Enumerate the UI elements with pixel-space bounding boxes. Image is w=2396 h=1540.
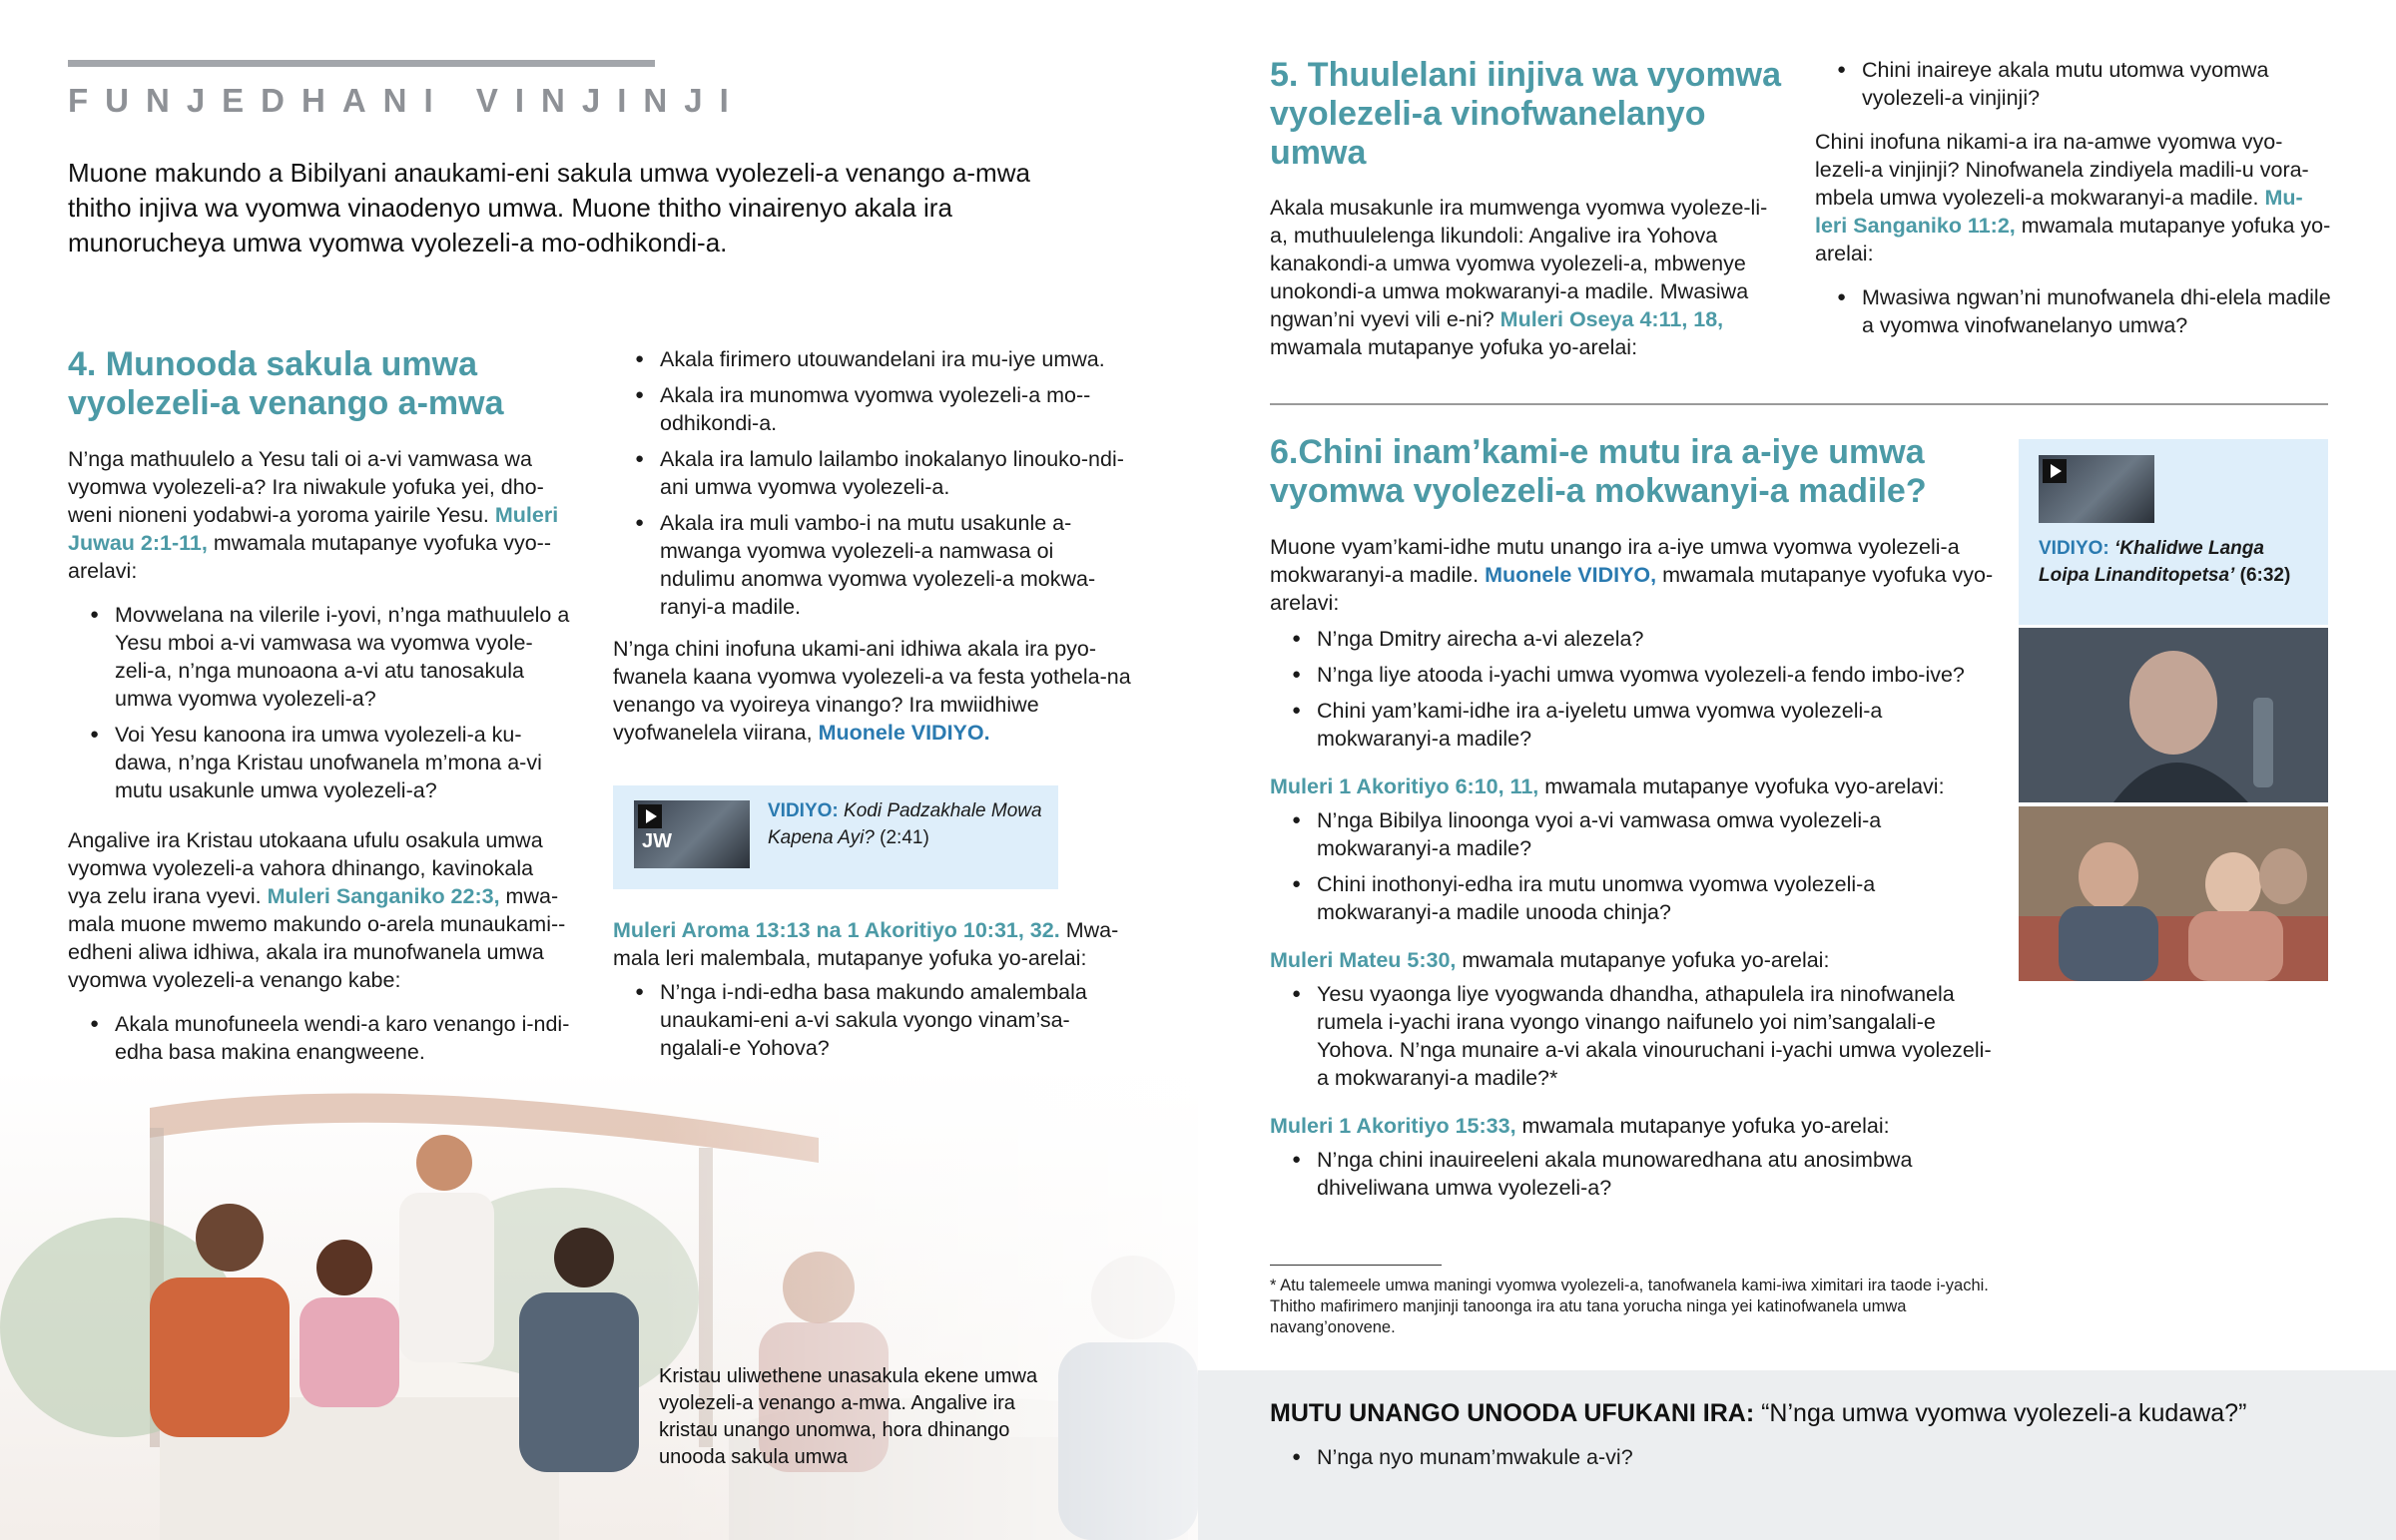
scripture-link-1-akoritiyo-15[interactable]: Muleri 1 Akoritiyo 15:33, <box>1270 1114 1516 1138</box>
section-4-right-column-lower <box>613 916 1132 1076</box>
list-item: ● Chini inothonyi-edha ira mutu unomwa vyomwa vyolezeli-a mokwaranyi-a madile unooda chinja? <box>1270 870 1999 926</box>
section-5-questions-1 <box>1815 56 2334 112</box>
video-title: Kodi Padzakhale Mowa Kapena Ayi? <box>768 800 1042 848</box>
list-item: ● Chini inaireye akala mutu utomwa vyomwa vyolezeli-a vinjinji? <box>1815 56 2334 112</box>
section-5-paragraph-2: Chini inofuna nikami-a ira na-amwe vyomwa vyo-lezeli-a vinjinji? Ninofwanela zindiyela madili-u vora-mbela umwa vyolezeli-a mokwaranyi-a madile. Mu-leri Sanganiko 11:2, mwamala mutapanye yofuka yo-arelai: <box>1815 130 2331 265</box>
section-5-questions-2 <box>1815 283 2334 339</box>
section-4-questions-1 <box>68 601 572 804</box>
list-item: ● Chini yam’kami-idhe ira a-iyeletu umwa vyomwa vyolezeli-a mokwaranyi-a madile? <box>1270 697 1999 753</box>
section-5-paragraph-1: Akala musakunle ira mumwenga vyomwa vyoleze-li-a, muthuulelenga likundoli: Angalive ira Yohova kanakondi-a umwa vyomwa vyolezeli-a, mbwenye unokondi-a umwa mokwaranyi-a madile. Mwasiwa ngwan’ni vyevi vili e-ni? Muleri Oseya 4:11, 18, mwamala mutapanye yofuka yo-arelai: <box>1270 196 1768 359</box>
list-item: ● Yesu vyaonga liye vyogwanda dhandha, athapulela ira ninofwanela rumela i-yachi irana vyongo vinango naifunelo yoi nim’sangalali-e Yohova. N’nga munaire a-vi akala vinouruchani i-yachi umwa vyolezeli-a mokwaranyi-a madile?* <box>1270 980 1999 1092</box>
section-kicker: FUNJEDHANI VINJINJI <box>68 82 746 119</box>
section-6-questions-2 <box>1270 806 1999 926</box>
video-title: ‘Khalidwe Langa Loipa Linanditopetsa’ <box>2039 538 2264 586</box>
illustration-caption: Kristau uliwethene unasakula ekene umwa vyolezeli-a venango a-mwa. Angalive ira kristau unango unomwa, hora dhinango unooda sakula umwa <box>659 1365 1038 1468</box>
section-4-title: 4. Munooda sakula umwa vyolezeli-a venango a-mwa <box>68 345 504 422</box>
scripture-link-sanganiko-22[interactable]: Muleri Sanganiko 22:3, <box>267 884 500 908</box>
section-5-right-column <box>1815 56 2334 353</box>
family-study-photo <box>2019 806 2328 981</box>
section-6-paragraph-2: Muleri 1 Akoritiyo 6:10, 11, mwamala mutapanye vyofuka vyo-arelavi: <box>1270 774 1945 798</box>
section-4-left-column <box>68 445 572 1116</box>
list-item: ● Akala munofuneela wendi-a karo venango i-ndi-edha basa makina enangweene. <box>68 1010 572 1066</box>
play-icon[interactable] <box>2043 459 2067 483</box>
scripture-link-sanganiko-11[interactable]: Mu-leri Sanganiko 11:2, <box>1815 186 2303 238</box>
section-5-left-column <box>1270 194 1769 377</box>
section-4-paragraph-3: N’nga chini inofuna ukami-ani idhiwa akala ira pyo-fwanela kaana vyomwa vyolezeli-a va festa yothela-na venango va vyoireya vinango? Ira mwiidhiwe vyofwanelela viirana, Muonele VIDIYO. <box>613 637 1131 745</box>
watch-video-link[interactable]: Muonele VIDIYO. <box>818 721 990 745</box>
list-item: ● Akala ira muli vambo-i na mutu usakunle a-mwanga vyomwa vyolezeli-a namwasa oi ndulimu anomwa vyomwa vyolezeli-a mokwa-ranyi-a madile. <box>613 509 1132 621</box>
video-thumbnail[interactable] <box>2039 455 2154 523</box>
footnote-rule <box>1270 1265 1442 1266</box>
section-5-title: 5. Thuulelani iinjiva wa vyomwa vyolezeli-a vinofwanelanyo umwa <box>1270 56 1782 172</box>
scripture-link-1-akoritiyo-6[interactable]: Muleri 1 Akoritiyo 6:10, 11, <box>1270 774 1539 798</box>
list-item: ● Mwasiwa ngwan’ni munofwanela dhi-elela madile a vyomwa vinofwanelanyo umwa? <box>1815 283 2334 339</box>
list-item: ● N’nga i-ndi-edha basa makundo amalembala unaukami-eni a-vi sakula vyongo vinam’sa-ngalali-e Yohova? <box>613 978 1132 1062</box>
list-item: ● Akala ira lamulo lailambo inokalanyo linouko-ndi-ani umwa vyomwa vyolezeli-a. <box>613 445 1132 501</box>
play-icon[interactable] <box>638 804 662 828</box>
video-caption: VIDIYO: ‘Khalidwe Langa Loipa Linanditopetsa’ (6:32) <box>2039 538 2291 586</box>
section-6-questions-3 <box>1270 980 1999 1092</box>
section-6-paragraph-1: Muone vyam’kami-idhe mutu unango ira a-iye umwa vyomwa vyolezeli-a mokwaranyi-a madile. Muonele VIDIYO, mwamala mutapanye vyofuka vyo-arelavi: <box>1270 535 1994 615</box>
footnote: * Atu talemeele umwa maningi vyomwa vyolezeli-a, tanofwanela kami-iwa ximitari ira taode i-yachi. Thitho mafirimero manjinji tanoonga ira atu tana yorucha ninga yei katinofwanela umwa navang’onovene. <box>1270 1277 1989 1336</box>
watch-video-link[interactable]: Muonele VIDIYO, <box>1485 563 1657 587</box>
list-item: ● N’nga Dmitry airecha a-vi alezela? <box>1270 625 1999 653</box>
section-6-title: 6.Chini inam’kami-e mutu ira a-iye umwa vyomwa vyolezeli-a mokwanyi-a madile? <box>1270 433 1927 510</box>
section-4-paragraph-4: Muleri Aroma 13:13 na 1 Akoritiyo 10:31, 32. Mwa-mala leri malembala, mutapanye yofuka yo-arelai: <box>613 918 1119 970</box>
list-item: ● Akala ira munomwa vyomwa vyolezeli-a mo--odhikondi-a. <box>613 381 1132 437</box>
list-item: ● Voi Yesu kanoona ira umwa vyolezeli-a ku-dawa, n’nga Kristau unofwanela m’mona a-vi mutu usakunle umwa vyolezeli-a? <box>68 721 572 804</box>
objection-title: MUTU UNANGO UNOODA UFUKANI IRA: “N’nga umwa vyomwa vyolezeli-a kudawa?” <box>1270 1399 2247 1427</box>
section-6-body <box>1270 533 1999 1216</box>
list-item: ● N’nga liye atooda i-yachi umwa vyomwa vyolezeli-a fendo imbo-ive? <box>1270 661 1999 689</box>
list-item: ● N’nga chini inauireeleni akala munowaredhana atu anosimbwa dhiveliwana umwa vyolezeli-a? <box>1270 1146 1999 1202</box>
section-6-questions-1 <box>1270 625 1999 753</box>
list-item: ● N’nga Bibilya linoonga vyoi a-vi vamwasa omwa vyolezeli-a mokwaranyi-a madile? <box>1270 806 1999 862</box>
section-6-questions-4 <box>1270 1146 1999 1202</box>
video-card-khalidwe-langa[interactable] <box>2019 439 2328 625</box>
list-item: ● Movwelana na vilerile i-yovi, n’nga mathuulelo a Yesu mboi a-vi vamwasa wa vyomwa vyole-zeli-a, n’nga munoaona a-vi atu tanosakula umwa vyomwa vyolezeli-a? <box>68 601 572 713</box>
intro-paragraph: Muone makundo a Bibilyani anaukami-eni sakula umwa vyolezeli-a venango a-mwa thitho injiva wa vyomwa vinaodenyo umwa. Muone thitho vinairenyo akala ira munorucheya umwa vyomwa vyolezeli-a mo-odhikondi-a. <box>68 158 1030 257</box>
video-duration: (6:32) <box>2239 565 2291 586</box>
list-item: ● Akala firimero utouwandelani ira mu-iye umwa. <box>613 345 1132 373</box>
objection-list <box>1270 1443 2168 1485</box>
video-duration: (2:41) <box>880 827 929 848</box>
section-divider <box>1270 403 2328 405</box>
scripture-link-juwau[interactable]: Muleri Juwau 2:1-11, <box>68 503 559 555</box>
header-rule <box>68 60 655 67</box>
section-4-paragraph-2: Angalive ira Kristau utokaana ufulu osakula umwa vyomwa vyolezeli-a vahora dhinango, kavinokala vya zelu irana vyevi. Muleri Sanganiko 22:3, mwa-mala muone mwemo makundo o-arela munaukami--edheni aliwa idhiwa, akala ira munofwanela umwa vyomwa vyolezeli-a venango kabe: <box>68 828 566 992</box>
jw-logo-icon: JW <box>642 830 672 852</box>
video-caption: VIDIYO: Kodi Padzakhale Mowa Kapena Ayi? (2:41) <box>768 800 1042 848</box>
scripture-link-aroma[interactable]: Muleri Aroma 13:13 na 1 Akoritiyo 10:31, 32. <box>613 918 1060 942</box>
section-6-paragraph-4: Muleri 1 Akoritiyo 15:33, mwamala mutapanye yofuka yo-arelai: <box>1270 1114 1890 1138</box>
list-item: ● N’nga nyo munam’mwakule a-vi? <box>1270 1443 2168 1471</box>
scripture-link-mateu[interactable]: Muleri Mateu 5:30, <box>1270 948 1457 972</box>
section-4-questions-2 <box>613 978 1132 1062</box>
video-card-kodi-padzakhale[interactable] <box>613 785 1058 889</box>
section-4-paragraph-1: N’nga mathuulelo a Yesu tali oi a-vi vamwasa wa vyomwa vyolezeli-a? Ira niwakule yofuka yei, dho-weni nioneni yodabwi-a yoroma yairile Yesu. Muleri Juwau 2:1-11, mwamala mutapanye vyofuka vyo--arelavi: <box>68 447 559 583</box>
section-4-conditions-continued <box>613 345 1132 621</box>
man-sitting-photo <box>2019 628 2328 802</box>
section-6-paragraph-3: Muleri Mateu 5:30, mwamala mutapanye yofuka yo-arelai: <box>1270 948 1830 972</box>
video-thumbnail[interactable] <box>634 800 750 868</box>
section-4-right-column <box>613 345 1132 763</box>
scripture-link-oseya[interactable]: Muleri Oseya 4:11, 18, <box>1499 307 1724 331</box>
